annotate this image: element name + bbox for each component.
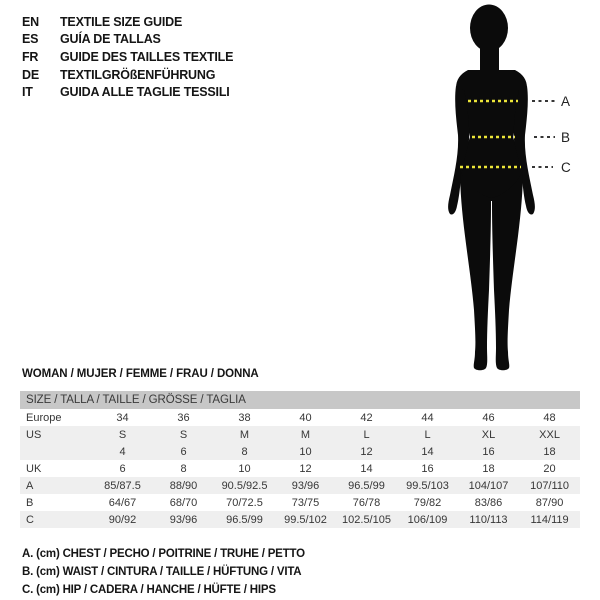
size-cell: M (300, 428, 311, 441)
size-cell: 90/92 (108, 513, 137, 526)
silhouette-right-leg (492, 170, 523, 370)
size-cell: S (179, 428, 188, 441)
size-cell: 18 (482, 462, 495, 475)
legend-line: C. (cm) HIP / CADERA / HANCHE / HÜFTE / HIPS (22, 584, 276, 597)
size-cell: 73/75 (291, 496, 320, 509)
size-cell: 40 (299, 411, 312, 424)
size-cell: 87/90 (535, 496, 564, 509)
size-cell: XXL (539, 428, 560, 441)
size-cell: M (239, 428, 250, 441)
language-row (22, 83, 233, 101)
size-cell: 8 (180, 462, 187, 475)
size-cell: 83/86 (474, 496, 503, 509)
size-cell: 107/110 (530, 479, 570, 492)
size-cell: 93/96 (291, 479, 320, 492)
size-cell: 46 (482, 411, 495, 424)
hip-marker-label: C (561, 160, 571, 175)
size-cell: 88/90 (169, 479, 198, 492)
language-code: ES (22, 32, 39, 47)
row-label: C (26, 513, 34, 526)
language-title-text: TEXTILGRÖßENFÜHRUNG (60, 67, 216, 82)
language-code: EN (22, 14, 39, 29)
size-cell: 93/96 (169, 513, 198, 526)
language-title-text: TEXTILE SIZE GUIDE (60, 14, 183, 29)
language-title-text: GUIDA ALLE TAGLIE TESSILI (60, 85, 230, 100)
size-cell: 110/113 (469, 513, 508, 526)
size-cell: 85/87.5 (104, 479, 141, 492)
size-cell: 10 (238, 462, 251, 475)
size-cell: 96.5/99 (348, 479, 385, 492)
row-label (20, 443, 92, 460)
silhouette-neck (480, 38, 499, 72)
size-cell: L (424, 428, 431, 441)
silhouette-left-leg (460, 170, 491, 370)
size-cell: S (118, 428, 127, 441)
language-row (22, 31, 233, 49)
size-cell: 36 (177, 411, 190, 424)
row-label: US (26, 428, 42, 441)
size-cell: 104/107 (468, 479, 509, 492)
row-label: A (26, 479, 34, 492)
table-row (20, 511, 580, 528)
size-cell: 102.5/105 (342, 513, 391, 526)
language-code: FR (22, 49, 39, 64)
language-code: DE (22, 67, 39, 82)
row-label: Europe (26, 411, 62, 424)
size-cell: 64/67 (108, 496, 137, 509)
size-cell: 12 (299, 462, 312, 475)
size-cell: 99.5/102 (284, 513, 327, 526)
language-title-text: GUIDE DES TAILLES TEXTILE (60, 49, 234, 64)
table-row (20, 409, 580, 426)
table-row (20, 494, 580, 511)
size-cell: 16 (482, 445, 495, 458)
language-code: IT (22, 85, 33, 100)
table-row (20, 426, 580, 443)
table-row (20, 460, 580, 477)
language-row (22, 66, 233, 84)
measurement-figure (418, 0, 590, 386)
size-cell: 114/119 (530, 513, 569, 526)
woman-silhouette-svg (418, 0, 590, 386)
size-cell: 12 (360, 445, 373, 458)
size-cell: 6 (119, 462, 126, 475)
size-cell: 96.5/99 (226, 513, 263, 526)
table-header-row (20, 391, 580, 409)
size-cell: 90.5/92.5 (221, 479, 268, 492)
size-cell: 106/109 (407, 513, 448, 526)
size-cell: 20 (543, 462, 556, 475)
table-row (20, 443, 580, 460)
size-cell: 44 (421, 411, 434, 424)
language-title-text: GUÍA DE TALLAS (60, 32, 161, 47)
size-cell: 6 (180, 445, 187, 458)
size-cell: 68/70 (169, 496, 198, 509)
size-cell: 48 (543, 411, 556, 424)
size-cell: 42 (360, 411, 373, 424)
legend-line: A. (cm) CHEST / PECHO / POITRINE / TRUHE / PETTO (22, 548, 305, 560)
size-cell: 8 (241, 445, 248, 458)
size-cell: 14 (421, 445, 434, 458)
size-cell: XL (481, 428, 496, 441)
size-cell: 70/72.5 (226, 496, 263, 509)
language-row (22, 48, 233, 66)
size-cell: 18 (543, 445, 556, 458)
table-row (20, 477, 580, 494)
language-title-block (22, 13, 233, 101)
row-label: UK (26, 462, 42, 475)
waist-marker-label: B (561, 130, 571, 145)
size-cell: 4 (119, 445, 126, 458)
size-cell: 10 (299, 445, 312, 458)
size-cell: 38 (238, 411, 251, 424)
size-cell: 76/78 (352, 496, 381, 509)
legend-line: B. (cm) WAIST / CINTURA / TAILLE / HÜFTUNG / VITA (22, 566, 302, 579)
size-cell: 14 (360, 462, 373, 475)
chest-marker-label: A (561, 94, 571, 109)
size-cell: 79/82 (413, 496, 442, 509)
size-cell: 16 (421, 462, 434, 475)
language-row (22, 13, 233, 31)
size-cell: 99.5/103 (406, 479, 449, 492)
gender-section-label: WOMAN / MUJER / FEMME / FRAU / DONNA (22, 368, 259, 380)
size-cell: 34 (116, 411, 129, 424)
table-header-cell: SIZE / TALLA / TAILLE / GRÖSSE / TAGLIA (20, 391, 580, 409)
size-table-body (20, 409, 580, 528)
size-table (20, 391, 580, 528)
row-label: B (26, 496, 34, 509)
measurement-legend (22, 545, 305, 600)
size-cell: L (363, 428, 370, 441)
